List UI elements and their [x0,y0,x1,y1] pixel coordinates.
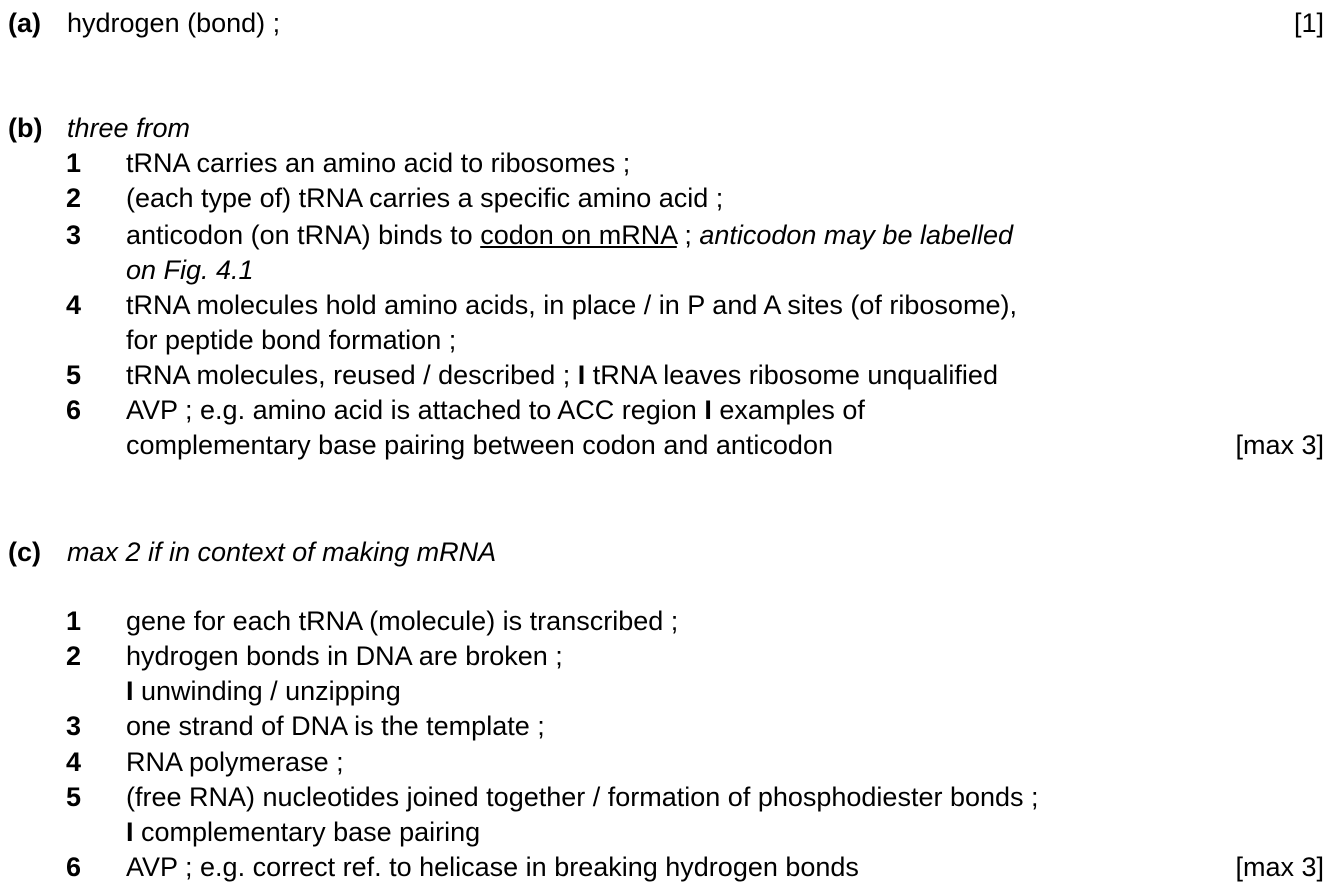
part-c-intro: max 2 if in context of making mRNA [67,537,497,567]
b-point-3-line-1 [126,222,1013,249]
b-point-1-text: tRNA carries an amino acid to ribosomes ; [126,148,631,178]
part-c-mark: [max 3] [1235,852,1324,882]
c-point-5-ignore: I [126,817,134,847]
b-point-5-pre: tRNA molecules, reused / described ; [126,360,578,390]
b-point-5-text [126,362,998,389]
b-point-5-ignore: I [577,360,586,390]
b-point-number: 6 [66,395,82,425]
b-point-number: 1 [66,148,82,178]
part-a-label: (a) [8,8,41,38]
part-a-mark: [1] [1293,8,1324,38]
c-point-number: 4 [66,747,82,777]
c-point-number: 2 [66,641,82,671]
c-point-number: 1 [66,606,82,636]
c-point-6-text: AVP ; e.g. correct ref. to helicase in breaking hydrogen bonds [126,852,859,882]
c-point-3-text: one strand of DNA is the template ; [126,711,545,741]
b-point-number: 4 [66,290,82,320]
c-point-2-text: hydrogen bonds in DNA are broken ; [126,641,563,671]
c-point-2-ignore: I [126,676,134,706]
c-point-number: 3 [66,711,82,741]
b-point-2-text: (each type of) tRNA carries a specific amino acid ; [126,183,724,213]
b-point-6-post: examples of [711,395,865,425]
b-point-3-underlined: codon on mRNA [480,220,677,250]
b-point-6-ignore: I [704,395,712,425]
part-b-label: (b) [8,113,43,143]
c-point-5-text: (free RNA) nucleotides joined together / formation of phosphodiester bonds ; [126,782,1039,812]
part-b-intro: three from [67,113,191,143]
b-point-3-note-line-2: on Fig. 4.1 [126,255,254,285]
c-point-4-text: RNA polymerase ; [126,747,344,777]
b-point-6-line-1 [126,397,865,424]
b-point-5-post: tRNA leaves ribosome unqualified [585,360,998,390]
part-c-label: (c) [8,537,41,567]
part-a-answer: hydrogen (bond) ; [67,8,281,38]
c-point-2-ignore-line [126,678,401,705]
part-b-mark: [max 3] [1235,430,1324,460]
b-point-number: 5 [66,360,82,390]
b-point-number: 2 [66,183,82,213]
b-point-4-line-1: tRNA molecules hold amino acids, in place / in P and A sites (of ribosome), [126,290,1017,320]
b-point-6-pre: AVP ; e.g. amino acid is attached to ACC region [126,395,705,425]
b-point-number: 3 [66,220,82,250]
c-point-number: 5 [66,782,82,812]
c-point-5-ignore-line [126,819,480,846]
b-point-3-note: anticodon may be labelled [699,220,1014,250]
b-point-3-pre: anticodon (on tRNA) binds to [126,220,481,250]
c-point-2-ignore-text: unwinding / unzipping [133,676,401,706]
b-point-3-post: ; [676,220,700,250]
c-point-number: 6 [66,852,82,882]
b-point-4-line-2: for peptide bond formation ; [126,325,457,355]
c-point-1-text: gene for each tRNA (molecule) is transcribed ; [126,606,679,636]
c-point-5-ignore-text: complementary base pairing [133,817,481,847]
b-point-6-line-2: complementary base pairing between codon and anticodon [126,430,833,460]
